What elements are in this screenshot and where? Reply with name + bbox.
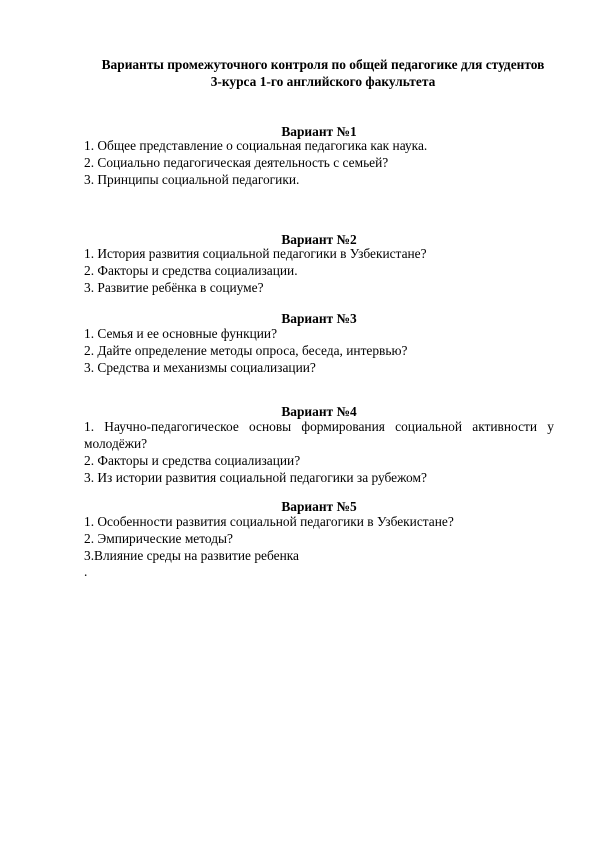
variant-4-question-2: 2. Факторы и средства социализации? (84, 453, 301, 468)
variant-5-heading: Вариант №5 (281, 499, 357, 514)
variant-3-heading: Вариант №3 (281, 311, 357, 326)
variant-1-question-2: 2. Социально педагогическая деятельность с семьей? (84, 155, 389, 170)
variant-4-heading: Вариант №4 (281, 404, 357, 419)
document-title-line-1: Варианты промежуточного контроля по общей педагогике для студентов (101, 57, 545, 72)
variant-5-trailing-period: . (84, 564, 88, 579)
variant-1-heading: Вариант №1 (281, 124, 357, 139)
variant-1-question-1: 1. Общее представление о социальная педагогика как наука. (84, 138, 428, 153)
variant-2-question-1: 1. История развития социальной педагогики в Узбекистане? (84, 246, 427, 261)
document-title-line-2: 3-курса 1-го английского факультета (210, 74, 436, 89)
variant-2-question-2: 2. Факторы и средства социализации. (84, 263, 298, 278)
variant-1-question-3: 3. Принципы социальной педагогики. (84, 172, 300, 187)
variant-5-question-2: 2. Эмпирические методы? (84, 531, 233, 546)
variant-4-question-1-continuation: молодёжи? (84, 436, 148, 451)
variant-5-question-1: 1. Особенности развития социальной педагогики в Узбекистане? (84, 514, 454, 529)
variant-4-question-3: 3. Из истории развития социальной педагогики за рубежом? (84, 470, 427, 485)
variant-3-question-3: 3. Средства и механизмы социализации? (84, 360, 316, 375)
variant-3-question-2: 2. Дайте определение методы опроса, беседа, интервью? (84, 343, 408, 358)
variant-3-question-1: 1. Семья и ее основные функции? (84, 326, 278, 341)
variant-2-question-3: 3. Развитие ребёнка в социуме? (84, 280, 264, 295)
variant-2-heading: Вариант №2 (281, 232, 357, 247)
variant-4-question-1: 1. Научно-педагогическое основы формирования социальной активности у (84, 419, 554, 434)
variant-5-question-3: 3.Влияние среды на развитие ребенка (84, 548, 299, 563)
